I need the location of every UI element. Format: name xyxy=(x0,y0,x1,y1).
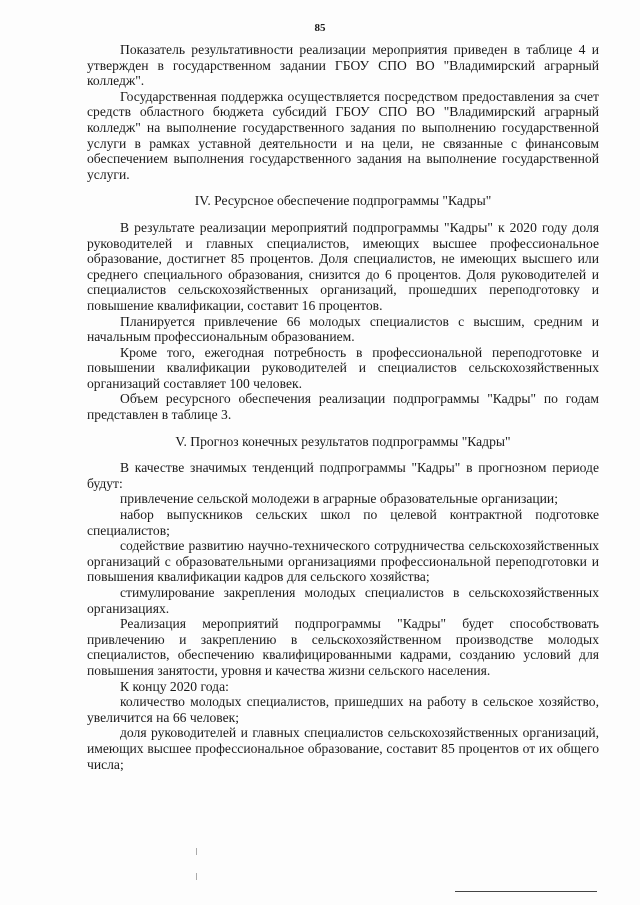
paragraph-indicator-table: Показатель результативности реализации мероприятия приведен в таблице 4 и утвержден в государственном задании ГБОУ СПО ВО "Владимирский аграрный колледж". xyxy=(87,42,599,89)
scan-mark xyxy=(196,873,197,880)
paragraph-annual-need: Кроме того, ежегодная потребность в профессиональной переподготовке и повышении квалификации руководителей и специалистов сельскохозяйственных организаций составляет 100 человек. xyxy=(87,344,599,391)
list-item-share-managers: доля руководителей и главных специалистов сельскохозяйственных организаций, имеющих высшее профессиональное образование, составит 85 процентов от их общего числа; xyxy=(87,725,599,772)
section-heading-iv: IV. Ресурсное обеспечение подпрограммы "Кадры" xyxy=(194,193,492,209)
document-body xyxy=(87,42,599,772)
page-number: 85 xyxy=(314,22,326,34)
paragraph-young-specialists: Планируется привлечение 66 молодых специалистов с высшим, средним и начальным профессиональным образованием. xyxy=(87,313,599,345)
paragraph-implementation: Реализация мероприятий подпрограммы "Кадры" будет способствовать привлечению и закреплению в сельскохозяйственном производстве молодых специалистов, обеспечению квалифицированными кадрами, созданию условий для повышения занятости, уровня и качества жизни сельского населения. xyxy=(87,616,599,678)
list-item-retention: стимулирование закрепления молодых специалистов в сельскохозяйственных организациях. xyxy=(87,585,599,616)
list-item-cooperation: содействие развитию научно-технического сотрудничества сельскохозяйственных организаций с образовательными организациями профессиональной переподготовки и повышения квалификации кадров для сельского хозяйства; xyxy=(87,538,599,585)
section-heading-v: V. Прогноз конечных результатов подпрограммы "Кадры" xyxy=(175,433,511,449)
scan-mark xyxy=(196,848,197,855)
paragraph-results-2020: В результате реализации мероприятий подпрограммы "Кадры" к 2020 году доля руководителей и главных специалистов, имеющих высшее профессиональное образование, достигнет 85 процентов. Доля специалистов, не имеющих высшего или среднего специального образования, снизится до 6 процентов. Доля руководителей и специалистов сельскохозяйственных организаций, прошедших переподготовку и повышение квалификации, составит 16 процентов. xyxy=(87,219,599,313)
footer-rule xyxy=(455,891,597,892)
list-item-school-graduates: набор выпускников сельских школ по целевой контрактной подготовке специалистов; xyxy=(87,507,599,538)
paragraph-by-2020: К концу 2020 года: xyxy=(120,678,229,694)
paragraph-state-support: Государственная поддержка осуществляется посредством предоставления за счет средств областного бюджета субсидий ГБОУ СПО ВО "Владимирский аграрный колледж" на выполнение государственного задания по выполнению государственной услуги в рамках уставной деятельности и на цели, не связанные с финансовым обеспечением выполнения государственного задания на выполнение государственной услуги. xyxy=(87,88,599,182)
list-item-count-specialists: количество молодых специалистов, пришедших на работу в сельское хозяйство, увеличится на 66 человек; xyxy=(87,694,599,725)
paragraph-resource-volume: Объем ресурсного обеспечения реализации подпрограммы "Кадры" по годам представлен в таблице 3. xyxy=(87,391,599,423)
list-item-rural-youth: привлечение сельской молодежи в аграрные образовательные организации; xyxy=(120,491,558,507)
paragraph-trends-intro: В качестве значимых тенденций подпрограммы "Кадры" в прогнозном периоде будут: xyxy=(87,460,599,491)
